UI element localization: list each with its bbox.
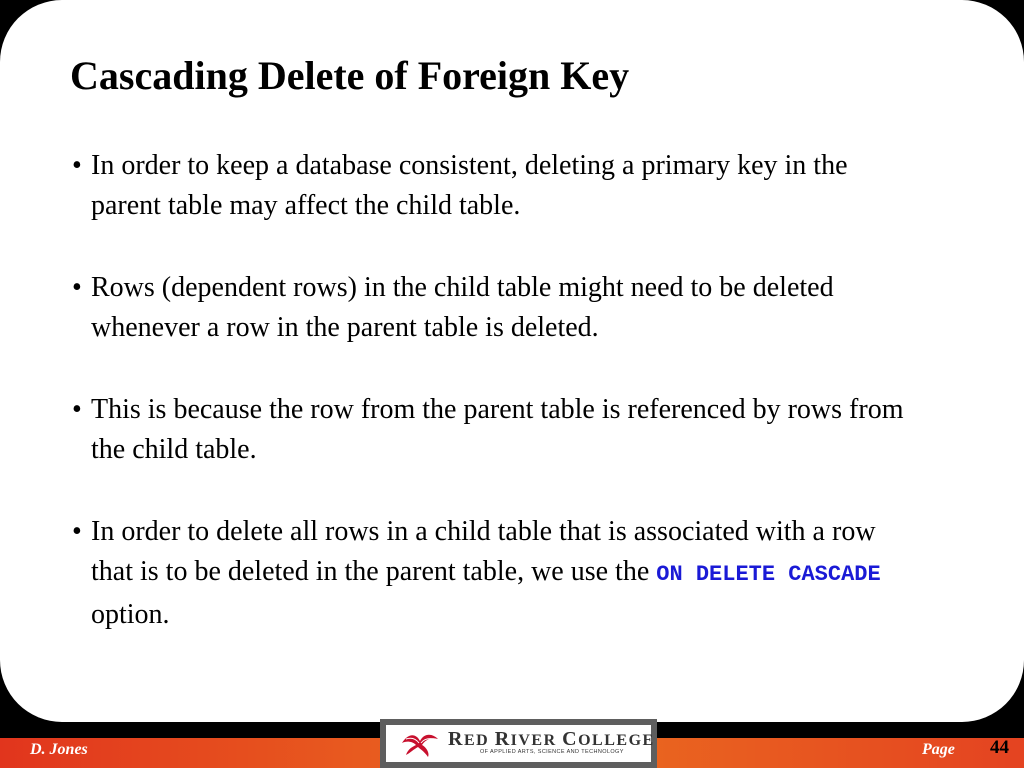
college-logo-name: RED RIVER COLLEGE <box>448 728 655 750</box>
on-delete-cascade-code: ON DELETE CASCADE <box>656 562 881 587</box>
bullet-text: This is because the row from the parent table is referenced by rows from the child table. <box>91 394 904 465</box>
bullet-item <box>72 390 912 470</box>
rrc-logo-mark-icon <box>400 729 440 759</box>
bullet-item <box>72 268 912 348</box>
bullet-text <box>91 512 912 635</box>
college-logo-tagline: OF APPLIED ARTS, SCIENCE AND TECHNOLOGY <box>480 749 624 755</box>
bullet-text: Rows (dependent rows) in the child table might need to be deleted whenever a row in the parent table is deleted. <box>91 272 834 343</box>
bullet-text-before: In order to delete all rows in a child table that is associated with a row that is to be deleted in the parent table, we use the <box>91 516 876 587</box>
footer-page-label: Page <box>922 741 955 758</box>
college-logo <box>380 719 657 768</box>
bullet-text-after: option. <box>91 599 170 630</box>
bullet-text: In order to keep a database consistent, deleting a primary key in the parent table may affect the child table. <box>91 150 848 221</box>
slide-title: Cascading Delete of Foreign Key <box>70 53 630 98</box>
bullet-item <box>72 146 912 226</box>
bullet-marker: • <box>72 394 82 425</box>
footer-page-number: 44 <box>990 737 1009 758</box>
bullet-list <box>72 146 912 677</box>
bullet-marker: • <box>72 150 82 181</box>
college-logo-plate <box>386 725 655 762</box>
footer-author: D. Jones <box>30 741 88 758</box>
bullet-marker: • <box>72 516 82 547</box>
bullet-item <box>72 512 912 635</box>
bullet-marker: • <box>72 272 82 303</box>
